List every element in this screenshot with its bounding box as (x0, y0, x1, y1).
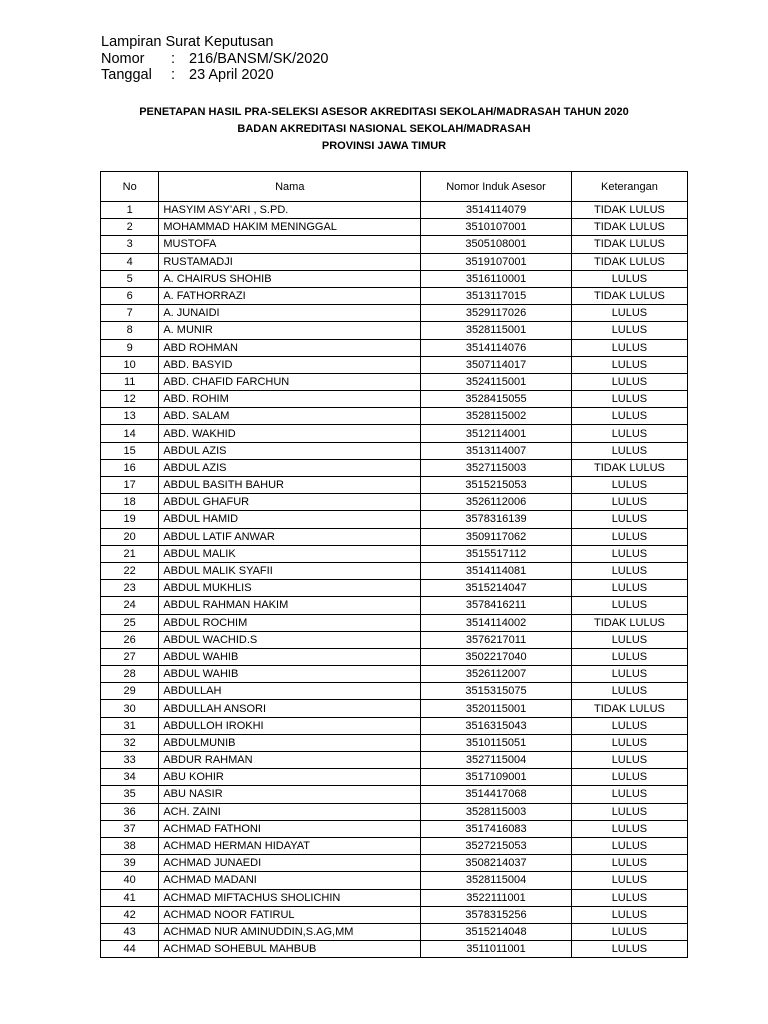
cell-keterangan: LULUS (571, 356, 687, 373)
cell-keterangan: TIDAK LULUS (571, 253, 687, 270)
table-row (101, 305, 688, 322)
cell-keterangan: LULUS (571, 837, 687, 854)
table-row (101, 803, 688, 820)
cell-keterangan: TIDAK LULUS (571, 202, 687, 219)
cell-keterangan: TIDAK LULUS (571, 287, 687, 304)
cell-keterangan: LULUS (571, 923, 687, 940)
cell-no: 34 (101, 769, 159, 786)
nomor-value: 216/BANSM/SK/2020 (189, 50, 329, 67)
cell-nama: ABD. BASYID (159, 356, 421, 373)
table-row (101, 287, 688, 304)
cell-nama: ACHMAD SOHEBUL MAHBUB (159, 941, 421, 958)
letter-header (101, 34, 328, 84)
table-row (101, 700, 688, 717)
cell-keterangan: TIDAK LULUS (571, 459, 687, 476)
cell-nomor-induk: 3514114002 (421, 614, 572, 631)
table-row (101, 477, 688, 494)
cell-nama: ACHMAD NOOR FATIRUL (159, 906, 421, 923)
cell-nomor-induk: 3524115001 (421, 373, 572, 390)
cell-keterangan: LULUS (571, 752, 687, 769)
cell-no: 25 (101, 614, 159, 631)
cell-keterangan: TIDAK LULUS (571, 219, 687, 236)
cell-nama: ACHMAD NUR AMINUDDIN,S.AG,MM (159, 923, 421, 940)
table-row (101, 408, 688, 425)
cell-keterangan: LULUS (571, 511, 687, 528)
column-header-no: No (101, 172, 159, 202)
cell-nomor-induk: 3517416083 (421, 820, 572, 837)
cell-no: 3 (101, 236, 159, 253)
cell-nama: ABD. CHAFID FARCHUN (159, 373, 421, 390)
cell-nomor-induk: 3514114076 (421, 339, 572, 356)
cell-nomor-induk: 3528415055 (421, 391, 572, 408)
cell-nama: ABDUL MUKHLIS (159, 580, 421, 597)
cell-no: 9 (101, 339, 159, 356)
cell-keterangan: LULUS (571, 769, 687, 786)
table-row (101, 923, 688, 940)
cell-no: 28 (101, 666, 159, 683)
cell-nomor-induk: 3512114001 (421, 425, 572, 442)
cell-keterangan: LULUS (571, 734, 687, 751)
cell-nomor-induk: 3515214047 (421, 580, 572, 597)
cell-nomor-induk: 3515517112 (421, 545, 572, 562)
cell-nomor-induk: 3511011001 (421, 941, 572, 958)
cell-keterangan: LULUS (571, 786, 687, 803)
cell-nomor-induk: 3516110001 (421, 270, 572, 287)
cell-no: 39 (101, 855, 159, 872)
table-row (101, 373, 688, 390)
table-row (101, 906, 688, 923)
cell-nama: A. FATHORRAZI (159, 287, 421, 304)
table-row (101, 752, 688, 769)
cell-no: 19 (101, 511, 159, 528)
table-row (101, 339, 688, 356)
cell-keterangan: LULUS (571, 803, 687, 820)
cell-nama: ACHMAD JUNAEDI (159, 855, 421, 872)
cell-no: 1 (101, 202, 159, 219)
cell-nama: A. MUNIR (159, 322, 421, 339)
cell-nama: ABDULLAH (159, 683, 421, 700)
table-header-row (101, 172, 688, 202)
cell-nama: HASYIM ASY'ARI , S.PD. (159, 202, 421, 219)
cell-keterangan: LULUS (571, 717, 687, 734)
table-row (101, 528, 688, 545)
cell-keterangan: LULUS (571, 666, 687, 683)
cell-no: 6 (101, 287, 159, 304)
cell-keterangan: LULUS (571, 872, 687, 889)
cell-nomor-induk: 3509117062 (421, 528, 572, 545)
cell-no: 26 (101, 631, 159, 648)
cell-nomor-induk: 3528115004 (421, 872, 572, 889)
cell-no: 42 (101, 906, 159, 923)
table-row (101, 356, 688, 373)
cell-keterangan: LULUS (571, 631, 687, 648)
cell-no: 41 (101, 889, 159, 906)
cell-no: 14 (101, 425, 159, 442)
table-row (101, 855, 688, 872)
cell-nama: ABDUL LATIF ANWAR (159, 528, 421, 545)
cell-nama: A. JUNAIDI (159, 305, 421, 322)
nomor-row (101, 51, 328, 68)
table-row (101, 545, 688, 562)
cell-no: 15 (101, 442, 159, 459)
column-header-keterangan: Keterangan (571, 172, 687, 202)
cell-keterangan: LULUS (571, 820, 687, 837)
cell-keterangan: LULUS (571, 477, 687, 494)
cell-no: 22 (101, 562, 159, 579)
cell-no: 16 (101, 459, 159, 476)
cell-no: 11 (101, 373, 159, 390)
cell-nomor-induk: 3526112006 (421, 494, 572, 511)
cell-nomor-induk: 3514417068 (421, 786, 572, 803)
table-row (101, 941, 688, 958)
cell-no: 31 (101, 717, 159, 734)
cell-nomor-induk: 3526112007 (421, 666, 572, 683)
table-row (101, 253, 688, 270)
cell-nama: ABDULLOH IROKHI (159, 717, 421, 734)
cell-keterangan: LULUS (571, 889, 687, 906)
table-row (101, 511, 688, 528)
cell-keterangan: LULUS (571, 562, 687, 579)
cell-no: 13 (101, 408, 159, 425)
cell-nomor-induk: 3528115003 (421, 803, 572, 820)
cell-no: 24 (101, 597, 159, 614)
cell-nomor-induk: 3516315043 (421, 717, 572, 734)
table-row (101, 648, 688, 665)
table-row (101, 425, 688, 442)
cell-nomor-induk: 3515215053 (421, 477, 572, 494)
cell-nama: ACHMAD MADANI (159, 872, 421, 889)
cell-nomor-induk: 3507114017 (421, 356, 572, 373)
cell-nomor-induk: 3576217011 (421, 631, 572, 648)
cell-keterangan: LULUS (571, 855, 687, 872)
cell-nama: ABDUL RAHMAN HAKIM (159, 597, 421, 614)
title-line-2: BADAN AKREDITASI NASIONAL SEKOLAH/MADRASAH (237, 123, 531, 135)
table-row (101, 666, 688, 683)
colon: : (171, 67, 176, 83)
cell-keterangan: LULUS (571, 339, 687, 356)
cell-keterangan: LULUS (571, 683, 687, 700)
cell-keterangan: LULUS (571, 941, 687, 958)
table-row (101, 202, 688, 219)
cell-nama: ABDUL GHAFUR (159, 494, 421, 511)
cell-nama: RUSTAMADJI (159, 253, 421, 270)
cell-nama: ABDUL MALIK (159, 545, 421, 562)
cell-nomor-induk: 3517109001 (421, 769, 572, 786)
cell-no: 8 (101, 322, 159, 339)
table-row (101, 219, 688, 236)
cell-no: 12 (101, 391, 159, 408)
cell-nomor-induk: 3513114007 (421, 442, 572, 459)
cell-nomor-induk: 3502217040 (421, 648, 572, 665)
cell-nama: ABDUL AZIS (159, 459, 421, 476)
tanggal-row (101, 67, 328, 84)
cell-nomor-induk: 3529117026 (421, 305, 572, 322)
cell-nomor-induk: 3578315256 (421, 906, 572, 923)
cell-keterangan: LULUS (571, 528, 687, 545)
cell-nomor-induk: 3510115051 (421, 734, 572, 751)
cell-no: 5 (101, 270, 159, 287)
tanggal-label: Tanggal (101, 67, 152, 83)
cell-keterangan: LULUS (571, 373, 687, 390)
table-row (101, 734, 688, 751)
cell-nama: ABDUL HAMID (159, 511, 421, 528)
cell-keterangan: TIDAK LULUS (571, 614, 687, 631)
table-row (101, 872, 688, 889)
cell-no: 7 (101, 305, 159, 322)
table-row (101, 597, 688, 614)
cell-keterangan: LULUS (571, 545, 687, 562)
table-row (101, 614, 688, 631)
cell-nama: ABD. ROHIM (159, 391, 421, 408)
cell-keterangan: LULUS (571, 425, 687, 442)
cell-nama: ABU NASIR (159, 786, 421, 803)
cell-nomor-induk: 3578416211 (421, 597, 572, 614)
cell-no: 17 (101, 477, 159, 494)
cell-nama: ABD. WAKHID (159, 425, 421, 442)
title-line-3: PROVINSI JAWA TIMUR (321, 140, 447, 152)
cell-keterangan: TIDAK LULUS (571, 236, 687, 253)
document-titles (0, 104, 768, 155)
table-row (101, 889, 688, 906)
cell-no: 18 (101, 494, 159, 511)
cell-nama: ACH. ZAINI (159, 803, 421, 820)
cell-nomor-induk: 3527215053 (421, 837, 572, 854)
cell-keterangan: LULUS (571, 597, 687, 614)
cell-no: 27 (101, 648, 159, 665)
table-row (101, 391, 688, 408)
cell-nama: ABD. SALAM (159, 408, 421, 425)
cell-no: 10 (101, 356, 159, 373)
cell-nomor-induk: 3519107001 (421, 253, 572, 270)
cell-nama: A. CHAIRUS SHOHIB (159, 270, 421, 287)
table-row (101, 717, 688, 734)
table-row (101, 236, 688, 253)
cell-nomor-induk: 3514114081 (421, 562, 572, 579)
cell-nomor-induk: 3528115001 (421, 322, 572, 339)
cell-nama: ABDUR RAHMAN (159, 752, 421, 769)
cell-nama: ABD ROHMAN (159, 339, 421, 356)
cell-nomor-induk: 3508214037 (421, 855, 572, 872)
assessor-table (100, 171, 688, 958)
table-row (101, 580, 688, 597)
tanggal-value: 23 April 2020 (189, 67, 274, 83)
column-header-nomor-induk: Nomor Induk Asesor (421, 172, 572, 202)
cell-no: 29 (101, 683, 159, 700)
cell-keterangan: LULUS (571, 270, 687, 287)
cell-nama: ABDUL ROCHIM (159, 614, 421, 631)
cell-nomor-induk: 3514114079 (421, 202, 572, 219)
cell-keterangan: TIDAK LULUS (571, 700, 687, 717)
column-header-nama: Nama (159, 172, 421, 202)
cell-no: 35 (101, 786, 159, 803)
cell-keterangan: LULUS (571, 391, 687, 408)
cell-nomor-induk: 3527115003 (421, 459, 572, 476)
cell-no: 32 (101, 734, 159, 751)
cell-nama: ACHMAD FATHONI (159, 820, 421, 837)
cell-nama: ABU KOHIR (159, 769, 421, 786)
table-row (101, 769, 688, 786)
cell-keterangan: LULUS (571, 408, 687, 425)
table-row (101, 820, 688, 837)
cell-keterangan: LULUS (571, 580, 687, 597)
cell-keterangan: LULUS (571, 305, 687, 322)
cell-keterangan: LULUS (571, 322, 687, 339)
cell-no: 20 (101, 528, 159, 545)
cell-nomor-induk: 3527115004 (421, 752, 572, 769)
cell-nomor-induk: 3520115001 (421, 700, 572, 717)
table-row (101, 494, 688, 511)
cell-nama: ACHMAD MIFTACHUS SHOLICHIN (159, 889, 421, 906)
cell-keterangan: LULUS (571, 442, 687, 459)
cell-nomor-induk: 3510107001 (421, 219, 572, 236)
cell-nomor-induk: 3513117015 (421, 287, 572, 304)
cell-nama: ABDUL WACHID.S (159, 631, 421, 648)
table-row (101, 837, 688, 854)
cell-nama: ABDUL WAHIB (159, 666, 421, 683)
table-row (101, 786, 688, 803)
cell-nomor-induk: 3515315075 (421, 683, 572, 700)
colon: : (171, 50, 176, 67)
cell-nama: ABDULMUNIB (159, 734, 421, 751)
cell-no: 37 (101, 820, 159, 837)
table-row (101, 322, 688, 339)
table-row (101, 683, 688, 700)
nomor-label: Nomor (101, 50, 145, 67)
cell-nama: ABDULLAH ANSORI (159, 700, 421, 717)
cell-no: 38 (101, 837, 159, 854)
table-row (101, 562, 688, 579)
cell-no: 23 (101, 580, 159, 597)
cell-nama: ACHMAD HERMAN HIDAYAT (159, 837, 421, 854)
table-body (101, 202, 688, 958)
cell-keterangan: LULUS (571, 906, 687, 923)
cell-no: 36 (101, 803, 159, 820)
cell-no: 2 (101, 219, 159, 236)
title-line-1: PENETAPAN HASIL PRA-SELEKSI ASESOR AKREDITASI SEKOLAH/MADRASAH TAHUN 2020 (139, 106, 629, 118)
cell-nomor-induk: 3505108001 (421, 236, 572, 253)
table-row (101, 459, 688, 476)
table-row (101, 631, 688, 648)
cell-no: 44 (101, 941, 159, 958)
cell-nama: ABDUL WAHIB (159, 648, 421, 665)
cell-nomor-induk: 3515214048 (421, 923, 572, 940)
cell-no: 30 (101, 700, 159, 717)
cell-no: 33 (101, 752, 159, 769)
cell-no: 4 (101, 253, 159, 270)
cell-nama: MOHAMMAD HAKIM MENINGGAL (159, 219, 421, 236)
cell-nama: ABDUL AZIS (159, 442, 421, 459)
cell-nama: ABDUL MALIK SYAFII (159, 562, 421, 579)
cell-nama: MUSTOFA (159, 236, 421, 253)
cell-nama: ABDUL BASITH BAHUR (159, 477, 421, 494)
cell-no: 43 (101, 923, 159, 940)
table-row (101, 442, 688, 459)
cell-no: 21 (101, 545, 159, 562)
table-row (101, 270, 688, 287)
cell-keterangan: LULUS (571, 494, 687, 511)
cell-no: 40 (101, 872, 159, 889)
cell-nomor-induk: 3522111001 (421, 889, 572, 906)
attachment-title: Lampiran Surat Keputusan (101, 34, 274, 50)
cell-keterangan: LULUS (571, 648, 687, 665)
cell-nomor-induk: 3528115002 (421, 408, 572, 425)
cell-nomor-induk: 3578316139 (421, 511, 572, 528)
